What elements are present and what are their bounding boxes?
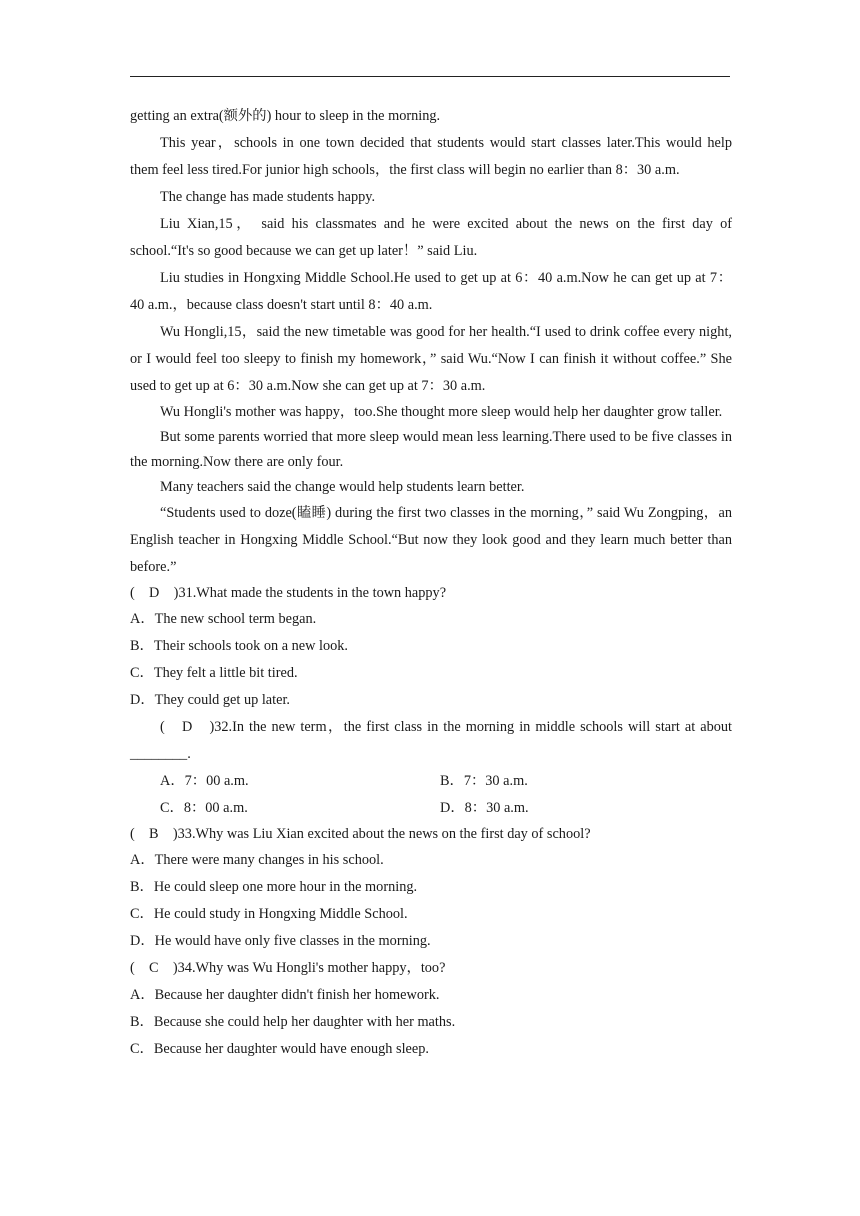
passage-paragraph: Many teachers said the change would help students learn better. xyxy=(160,479,525,495)
question-32-option-d: D．8：30 a.m. xyxy=(440,800,529,816)
passage-paragraph: The change has made students happy. xyxy=(160,189,376,205)
question-31-option-b: B．Their schools took on a new look. xyxy=(130,638,348,654)
question-33-stem: ( B )33.Why was Liu Xian excited about the news on the first day of school? xyxy=(130,826,591,842)
question-33-option-c: C．He could study in Hongxing Middle School. xyxy=(130,906,408,922)
passage-paragraph: Wu Hongli's mother was happy，too.She thought more sleep would help her daughter grow taller. xyxy=(160,404,723,420)
document-body xyxy=(130,103,732,1063)
question-31-option-c: C．They felt a little bit tired. xyxy=(130,665,298,681)
passage-paragraph: This year，schools in one town decided that students would start classes later.This would help them feel less tired.For junior high schools，the first class will begin no earlier than 8：30 a.m. xyxy=(130,135,732,178)
passage-paragraph: Liu studies in Hongxing Middle School.He used to get up at 6：40 a.m.Now he can get up at 7：40 a.m.，because class doesn't start until 8：40 a.m. xyxy=(130,270,732,313)
question-34-stem: ( C )34.Why was Wu Hongli's mother happy，too? xyxy=(130,960,446,976)
question-32-option-a: A．7：00 a.m. xyxy=(160,773,249,789)
question-33-option-d: D．He would have only five classes in the morning. xyxy=(130,933,431,949)
passage-paragraph: Liu Xian,15， said his classmates and he were excited about the news on the first day of school.“It's so good because we can get up later！” said Liu. xyxy=(130,216,732,259)
question-33-option-a: A．There were many changes in his school. xyxy=(130,852,384,868)
question-33-option-b: B．He could sleep one more hour in the morning. xyxy=(130,879,418,895)
question-34-option-c: C．Because her daughter would have enough sleep. xyxy=(130,1041,429,1057)
passage-paragraph: “Students used to doze(瞌睡) during the first two classes in the morning，” said Wu Zongping，an English teacher in Hongxing Middle School.“But now they look good and they learn much better than before.” xyxy=(130,505,732,575)
question-32-options-row-1 xyxy=(130,768,732,795)
question-31-option-a: A．The new school term began. xyxy=(130,611,317,627)
question-32-option-c: C．8：00 a.m. xyxy=(160,800,248,816)
question-31-stem: ( D )31.What made the students in the town happy? xyxy=(130,585,447,601)
question-34-option-b: B．Because she could help her daughter with her maths. xyxy=(130,1014,456,1030)
question-32-stem: ( D )32.In the new term，the first class in the morning in middle schools will start at about ________. xyxy=(130,719,732,762)
passage-paragraph: Wu Hongli,15，said the new timetable was good for her health.“I used to drink coffee every night, or I would feel too sleepy to finish my homework，” said Wu.“Now I can finish it without coffee.” She used to get up at 6：30 a.m.Now she can get up at 7：30 a.m. xyxy=(130,324,732,394)
header-rule xyxy=(130,76,730,77)
passage-paragraph: getting an extra(额外的) hour to sleep in the morning. xyxy=(130,108,441,124)
passage-paragraph: But some parents worried that more sleep would mean less learning.There used to be five classes in the morning.Now there are only four. xyxy=(130,429,732,470)
question-32-option-b: B．7：30 a.m. xyxy=(440,773,528,789)
question-34-option-a: A．Because her daughter didn't finish her homework. xyxy=(130,987,440,1003)
question-31-option-d: D．They could get up later. xyxy=(130,692,291,708)
question-32-options-row-2 xyxy=(130,795,732,822)
